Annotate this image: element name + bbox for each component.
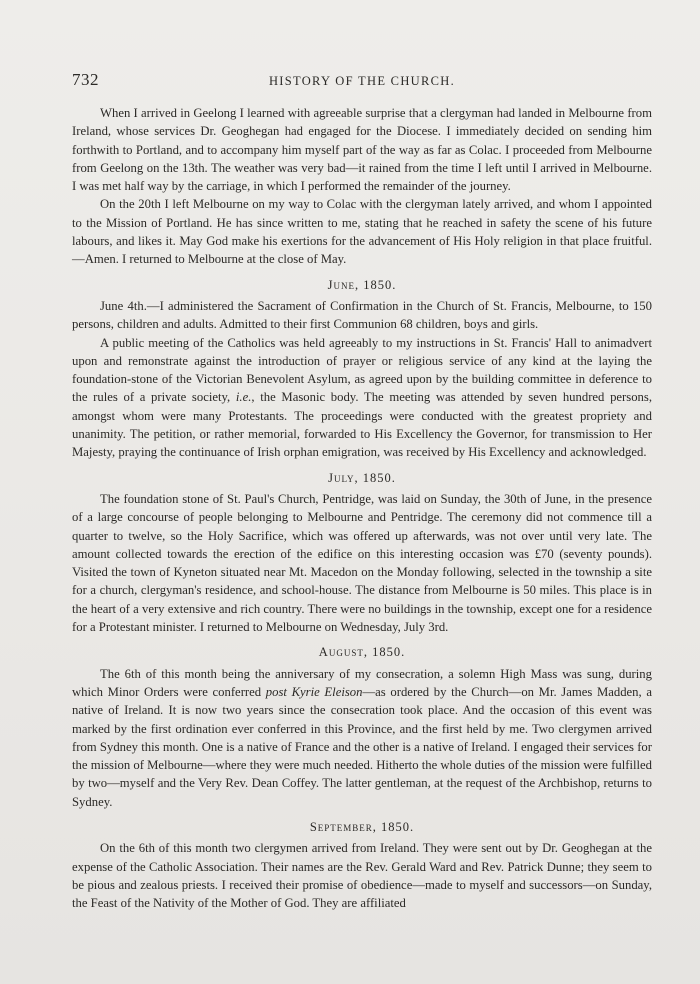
section-heading-september: September, 1850. — [309, 819, 415, 834]
running-title: HISTORY OF THE CHURCH. — [268, 74, 456, 88]
italic-text: i.e. — [235, 390, 252, 405]
section-heading-june: June, 1850. — [327, 277, 397, 292]
paragraph-text: A public meeting of the Catholics was held agreeably to my instructions in St. Francis' Hall to animadvert upon and remonstrate against the introduction of prayer or religious service of any kind at the laying the foundation-stone of the Victorian Benevolent Asylum, as agreed upon by the building committee in deference to the rules of a private society, — [72, 335, 652, 405]
paragraph: The foundation stone of St. Paul's Church, Pentridge, was laid on Sunday, the 30th of June, in the presence of a large concourse of people belonging to Melbourne and Pentridge. The ceremony did not commence till a quarter to twelve, so the Holy Sacrifice, which was offered up afterwards, was not over until very late. The amount collected towards the erection of the edifice on this interesting occasion was £70 (seventy pounds). Visited the town of Kyneton situated near Mt. Macedon on the Monday following, selected in the township a site for a church, clergyman's residence, and school-house. The distance from Melbourne is 50 miles. This place is in the heart of a very extensive and rich country. There were no buildings in the township, except one for a residence for a Protestant minister. I returned to Melbourne on Wednesday, July 3rd. — [72, 491, 652, 635]
paragraph — [72, 334, 652, 462]
page-number: 732 — [72, 70, 99, 89]
paragraph: When I arrived in Geelong I learned with agreeable surprise that a clergyman had landed in Melbourne from Ireland, whose services Dr. Geoghegan had engaged for the Diocese. I immediately decided on sending him forthwith to Portland, and to accompany him myself part of the way as far as Colac. I proceeded from Melbourne from Geelong on the 13th. The weather was very bad—it rained from the time I left until I arrived in Melbourne. I was met half way by the carriage, in which I performed the remainder of the journey. — [72, 106, 652, 194]
paragraph-text: —as ordered by the Church—on Mr. James Madden, a native of Ireland. It is now two years since the consecration took place. And the occasion of this event was marked by the first ordination ever conferred in this Province, and the first held by me. Two clergymen arrived from Sydney this month. One is a native of France and the other is a native of Ireland. I engaged their services for the mission of Melbourne—where they were much needed. Hitherto the whole duties of the mission were fulfilled by two—myself and the Very Rev. Dean Coffey. The latter gentleman, at the request of the Archbishop, returns to Sydney. — [72, 684, 652, 809]
body-text — [72, 104, 652, 912]
paragraph: On the 6th of this month two clergymen arrived from Ireland. They were sent out by Dr. Geoghegan at the expense of the Catholic Association. Their names are the Rev. Gerald Ward and Rev. Patrick Dunne; they seem to be pious and zealous priests. I received their promise of obedience—made to myself and successors—on Sunday, the Feast of the Nativity of the Mother of God. They are affiliated — [72, 841, 652, 911]
paragraph: June 4th.—I administered the Sacrament of Confirmation in the Church of St. Francis, Melbourne, to 150 persons, children and adults. Admitted to their first Communion 68 children, boys and girls. — [72, 298, 652, 332]
paragraph-text: , the Masonic body. The meeting was attended by seven hundred persons, amongst whom were many Protestants. The proceedings were conducted with the greatest propriety and unanimity. The petition, or rather memorial, forwarded to His Excellency the Governor, for transmission to Her Majesty, praying the continuance of Irish orphan emigration, was received by His Excellency and acknowledged. — [72, 390, 652, 460]
paragraph: On the 20th I left Melbourne on my way to Colac with the clergyman lately arrived, and whom I appointed to the Mission of Portland. He has since written to me, stating that he reached in safety the scene of his future labours, and likes it. May God make his exertions for the advancement of His Holy religion in that place fruitful.—Amen. I returned to Melbourne at the close of May. — [72, 197, 652, 267]
paragraph — [72, 665, 652, 811]
running-head — [72, 70, 652, 94]
section-heading-july: July, 1850. — [328, 470, 396, 485]
italic-text: post Kyrie Eleison — [265, 684, 363, 699]
section-heading-august: August, 1850. — [318, 645, 406, 660]
paragraph-text: The 6th of this month being the anniversary of my consecration, a solemn High Mass was sung, during which Minor Orders were conferred — [72, 666, 652, 699]
